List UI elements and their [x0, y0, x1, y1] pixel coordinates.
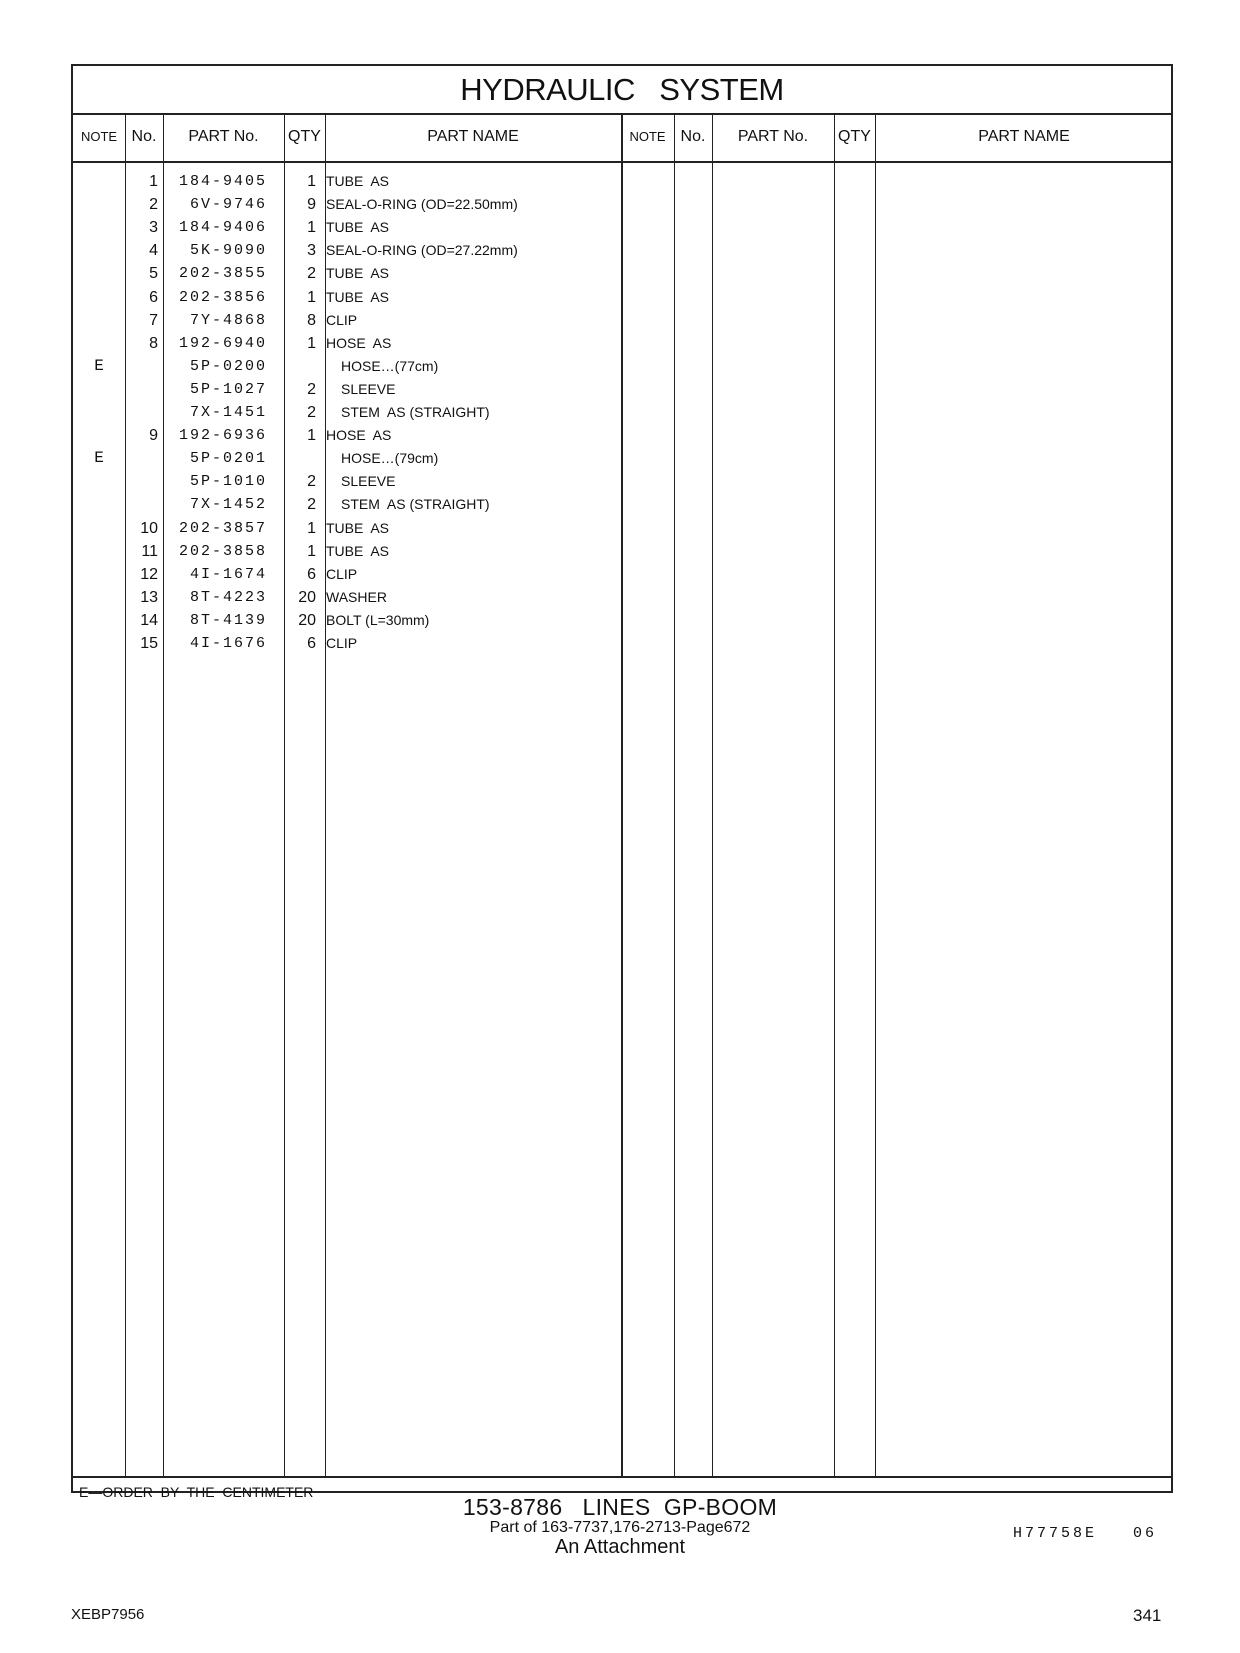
row-quantity: 2	[307, 404, 316, 421]
row-part-name: CLIP	[326, 565, 358, 582]
row-part-number: 184-9406	[178, 219, 267, 237]
row-part-number: 7X-1451	[189, 404, 267, 421]
row-part-number: 5P-1010	[189, 473, 267, 491]
row-number: 4	[149, 242, 158, 260]
table-row	[73, 517, 633, 540]
column-divider	[712, 113, 713, 1478]
row-part-name: STEM AS (STRAIGHT)	[341, 404, 490, 420]
row-part-name: SEAL-O-RING (OD=22.50mm)	[326, 196, 518, 213]
row-part-name: TUBE AS	[326, 542, 390, 559]
row-note: E	[94, 356, 104, 375]
table-row	[73, 355, 633, 378]
row-number: 14	[140, 611, 158, 629]
row-quantity: 1	[307, 519, 316, 537]
row-quantity: 3	[307, 242, 316, 260]
row-number: 2	[149, 196, 158, 214]
row-part-name: HOSE…(79cm)	[341, 450, 439, 467]
header-part-name-right: PART NAME	[978, 128, 1070, 145]
row-quantity: 20	[298, 588, 316, 606]
table-row	[73, 216, 633, 239]
table-row	[73, 424, 633, 447]
row-part-number: 4I-1676	[189, 635, 267, 652]
row-part-name: TUBE AS	[326, 519, 390, 536]
table-row	[73, 170, 633, 193]
row-part-name: STEM AS (STRAIGHT)	[341, 496, 490, 513]
row-part-number: 8T-4139	[189, 611, 267, 629]
row-quantity: 2	[307, 496, 316, 514]
table-row	[73, 193, 633, 216]
table-row	[73, 470, 633, 493]
row-part-name: SLEEVE	[341, 380, 396, 397]
row-quantity: 8	[307, 311, 316, 329]
table-row	[73, 262, 633, 285]
table-row	[73, 447, 633, 470]
row-quantity: 9	[307, 196, 316, 214]
row-part-number: 5P-1027	[189, 380, 267, 398]
row-quantity: 1	[307, 288, 316, 306]
row-part-number: 202-3857	[178, 519, 267, 537]
row-number: 5	[149, 265, 158, 283]
row-part-name: HOSE AS	[326, 427, 392, 444]
row-part-number: 4I-1674	[189, 565, 267, 583]
table-row	[73, 378, 633, 401]
row-quantity: 1	[307, 542, 316, 560]
table-row	[73, 309, 633, 332]
caption-subtitle: Part of 163-7737,176-2713-Page672	[489, 1519, 751, 1536]
row-number: 13	[140, 588, 158, 606]
row-number: 9	[149, 427, 158, 445]
table-row	[73, 586, 633, 609]
row-part-name: WASHER	[326, 588, 387, 605]
row-number: 7	[149, 311, 158, 329]
row-part-number: 202-3856	[178, 288, 267, 306]
row-quantity: 2	[307, 265, 316, 283]
row-number: 6	[149, 288, 158, 306]
header-part-name-left: PART NAME	[427, 128, 519, 145]
row-quantity: 2	[307, 380, 316, 398]
row-number: 12	[140, 565, 158, 583]
caption-attachment: An Attachment	[554, 1536, 686, 1558]
header-qty-right: QTY	[838, 128, 871, 145]
row-part-number: 8T-4223	[189, 588, 267, 606]
column-divider	[674, 113, 675, 1478]
table-row	[73, 540, 633, 563]
row-part-number: 6V-9746	[189, 196, 267, 214]
row-part-number: 5P-0201	[189, 450, 267, 468]
row-quantity: 6	[307, 565, 316, 583]
section-title: HYDRAULIC SYSTEM	[73, 66, 1171, 115]
row-note: E	[94, 449, 104, 468]
row-quantity: 2	[307, 473, 316, 491]
table-row	[73, 493, 633, 516]
row-part-name: SEAL-O-RING (OD=27.22mm)	[326, 242, 518, 259]
row-part-name: TUBE AS	[326, 265, 390, 282]
row-part-name: TUBE AS	[326, 173, 390, 189]
page-number: 341	[1133, 1606, 1162, 1625]
row-part-number: 202-3858	[178, 542, 267, 560]
table-row	[73, 401, 633, 424]
row-part-name: TUBE AS	[326, 219, 390, 236]
table-row	[73, 609, 633, 632]
row-number: 15	[140, 635, 158, 652]
header-note-right: NOTE	[629, 129, 666, 144]
row-part-number: 7Y-4868	[189, 311, 267, 329]
row-part-name: BOLT (L=30mm)	[326, 611, 430, 628]
header-no-right: No.	[680, 128, 706, 145]
row-quantity: 1	[307, 173, 316, 190]
row-part-name: CLIP	[326, 635, 358, 651]
row-part-name: HOSE AS	[326, 334, 392, 351]
row-part-name: HOSE…(77cm)	[341, 357, 439, 374]
column-divider	[875, 113, 876, 1478]
header-no-left: No.	[131, 128, 157, 145]
document-id: XEBP7956	[71, 1606, 145, 1623]
row-part-number: 7X-1452	[189, 496, 267, 514]
row-quantity: 1	[307, 334, 316, 352]
table-row	[73, 332, 633, 355]
row-number: 8	[149, 334, 158, 352]
table-row	[73, 632, 633, 655]
table-row	[73, 239, 633, 262]
row-part-number: 184-9405	[178, 173, 267, 190]
table-row	[73, 563, 633, 586]
row-quantity: 1	[307, 427, 316, 445]
row-number: 11	[141, 542, 158, 560]
header-part-no-right: PART No.	[737, 128, 809, 145]
drawing-code: H77758E 06	[1012, 1525, 1157, 1542]
footnote: E—ORDER BY THE CENTIMETER	[79, 1484, 314, 1500]
row-part-name: SLEEVE	[341, 473, 396, 490]
row-part-name: CLIP	[326, 311, 358, 328]
table-row	[73, 286, 633, 309]
header-qty-left: QTY	[288, 128, 321, 145]
caption-title: 153-8786 LINES GP-BOOM	[462, 1494, 778, 1520]
row-part-number: 5P-0200	[189, 357, 267, 375]
row-part-number: 5K-9090	[189, 242, 267, 260]
row-part-number: 192-6936	[178, 427, 267, 445]
row-part-number: 202-3855	[178, 265, 267, 283]
row-number: 3	[149, 219, 158, 237]
row-part-number: 192-6940	[178, 334, 267, 352]
row-number: 10	[140, 519, 158, 537]
header-part-no-left: PART No.	[188, 128, 259, 145]
row-quantity: 1	[307, 219, 316, 237]
row-part-name: TUBE AS	[326, 288, 390, 305]
row-number: 1	[149, 173, 158, 190]
row-quantity: 6	[307, 635, 316, 652]
row-quantity: 20	[298, 611, 316, 629]
column-divider	[834, 113, 835, 1478]
header-note-left: NOTE	[80, 129, 118, 144]
table-body-divider	[73, 1476, 1171, 1478]
